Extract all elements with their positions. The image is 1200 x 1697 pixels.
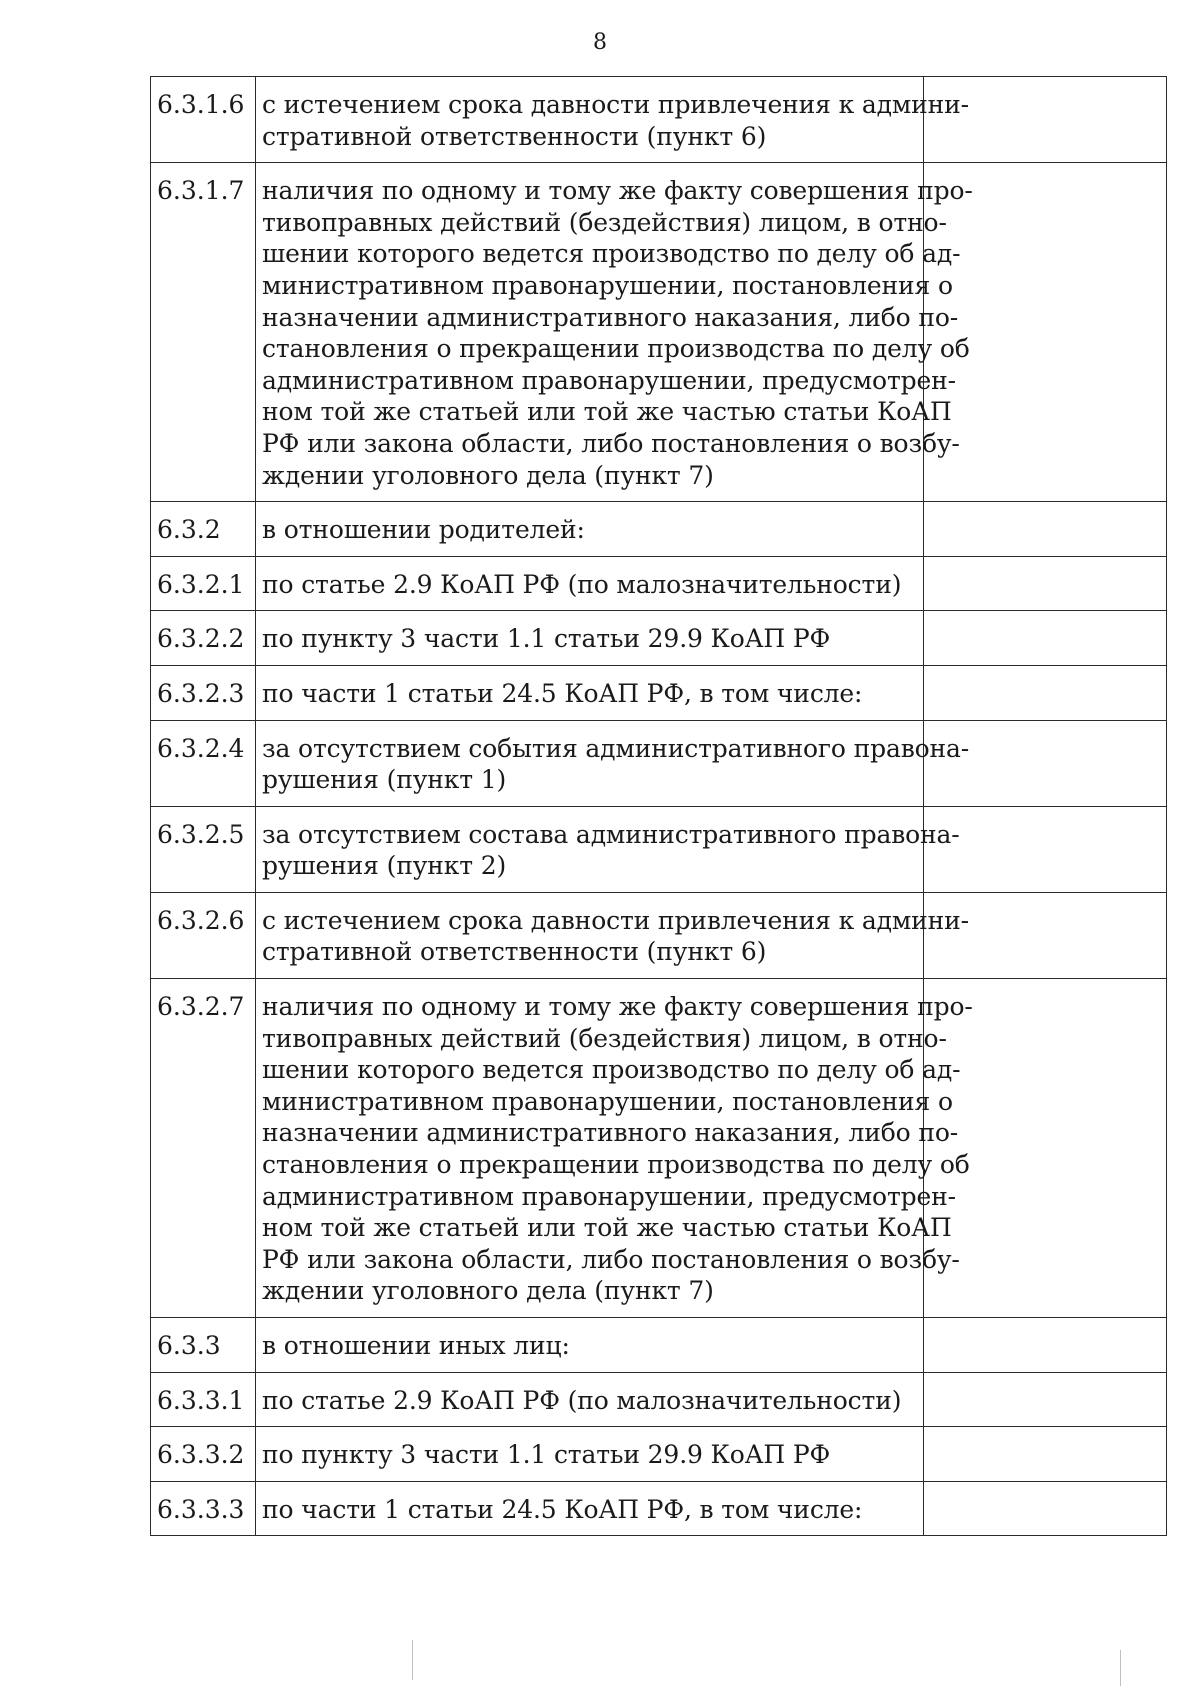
row-description (256, 611, 924, 666)
table-row (151, 665, 1167, 720)
table-row (151, 611, 1167, 666)
description-line: с истечением срока давности привлечения к админи- (262, 905, 969, 935)
row-number: 6.3.3.3 (151, 1481, 256, 1536)
description-line: назначении административного наказания, либо по- (262, 1118, 959, 1148)
description-line: ждении уголовного дела (пункт 7) (262, 460, 714, 490)
row-number: 6.3.2.1 (151, 556, 256, 611)
row-description (256, 806, 960, 892)
row-description (256, 1372, 924, 1427)
row-description (256, 502, 924, 557)
page-number: 8 (593, 30, 607, 55)
description-line: РФ или закона области, либо постановления о возбу- (262, 428, 960, 458)
value-cell-empty (924, 502, 1167, 557)
table-row (151, 892, 1167, 978)
row-number: 6.3.2 (151, 502, 256, 557)
description-line: ном той же статьей или той же частью статьи КоАП (262, 397, 952, 427)
description-line: ждении уголовного дела (пункт 7) (262, 1276, 714, 1306)
row-description (256, 1318, 924, 1373)
row-number: 6.3.1.7 (151, 163, 256, 502)
description-line: тивоправных действий (бездействия) лицом, в отно- (262, 1023, 947, 1053)
value-cell-empty (924, 1372, 1167, 1427)
table-body (151, 77, 1167, 1536)
description-line: по пункту 3 части 1.1 статьи 29.9 КоАП РФ (262, 1440, 831, 1470)
description-line: административном правонарушении, предусмотрен- (262, 365, 956, 395)
value-cell-empty (924, 163, 1167, 502)
row-number: 6.3.2.7 (151, 979, 256, 1318)
statistics-table (150, 76, 1167, 1536)
table-row (151, 502, 1167, 557)
table-row (151, 979, 1167, 1318)
description-line: стративной ответственности (пункт 6) (262, 937, 767, 967)
table-row (151, 556, 1167, 611)
row-description (256, 979, 973, 1318)
row-number: 6.3.2.6 (151, 892, 256, 978)
table-row (151, 1372, 1167, 1427)
row-description (256, 556, 924, 611)
row-number: 6.3.2.2 (151, 611, 256, 666)
description-line: становления о прекращении производства по делу об (262, 1150, 970, 1180)
table-row (151, 806, 1167, 892)
row-number: 6.3.3.1 (151, 1372, 256, 1427)
row-number: 6.3.2.5 (151, 806, 256, 892)
scan-margin-mark (412, 1640, 413, 1680)
value-cell-empty (924, 556, 1167, 611)
description-line: стративной ответственности (пункт 6) (262, 121, 767, 151)
row-description (256, 892, 969, 978)
description-line: административном правонарушении, предусмотрен- (262, 1181, 956, 1211)
value-cell-empty (924, 665, 1167, 720)
scan-margin-mark (1120, 1650, 1121, 1686)
description-line: министративном правонарушении, постановления о (262, 270, 953, 300)
description-line: с истечением срока давности привлечения к админи- (262, 90, 969, 119)
table-row (151, 1481, 1167, 1536)
row-description (256, 720, 970, 806)
description-line: в отношении родителей: (262, 515, 585, 545)
description-line: по части 1 статьи 24.5 КоАП РФ, в том числе: (262, 1494, 863, 1524)
description-line: ном той же статьей или той же частью статьи КоАП (262, 1213, 952, 1243)
table-row (151, 720, 1167, 806)
row-description (256, 1427, 924, 1482)
description-line: в отношении иных лиц: (262, 1331, 570, 1360)
table-row (151, 1318, 1167, 1373)
description-line: за отсутствием состава административного правона- (262, 819, 960, 849)
description-line: рушения (пункт 1) (262, 765, 507, 795)
description-line: за отсутствием события административного правона- (262, 733, 970, 763)
description-line: по статье 2.9 КоАП РФ (по малозначительности) (262, 1385, 902, 1415)
description-line: тивоправных действий (бездействия) лицом, в отно- (262, 207, 947, 237)
row-description (256, 1481, 924, 1536)
row-number: 6.3.2.4 (151, 720, 256, 806)
description-line: назначении административного наказания, либо по- (262, 302, 959, 332)
description-line: по статье 2.9 КоАП РФ (по малозначительности) (262, 569, 902, 599)
table-row (151, 163, 1167, 502)
row-number: 6.3.3 (151, 1318, 256, 1373)
row-description (256, 77, 969, 163)
value-cell-empty (924, 1481, 1167, 1536)
row-number: 6.3.3.2 (151, 1427, 256, 1482)
value-cell-empty (924, 1318, 1167, 1373)
row-number: 6.3.2.3 (151, 665, 256, 720)
value-cell-empty (924, 979, 1167, 1318)
description-line: шении которого ведется производство по делу об ад- (262, 239, 961, 269)
description-line: наличия по одному и тому же факту совершения про- (262, 176, 973, 206)
value-cell-empty (924, 806, 1167, 892)
value-cell-empty (924, 611, 1167, 666)
description-line: РФ или закона области, либо постановления о возбу- (262, 1244, 960, 1274)
description-line: рушения (пункт 2) (262, 851, 507, 881)
row-description (256, 163, 973, 502)
description-line: министративном правонарушении, постановления о (262, 1086, 953, 1116)
description-line: по части 1 статьи 24.5 КоАП РФ, в том числе: (262, 678, 863, 708)
row-number: 6.3.1.6 (151, 77, 256, 163)
description-line: наличия по одному и тому же факту совершения про- (262, 992, 973, 1022)
value-cell-empty (924, 1427, 1167, 1482)
description-line: становления о прекращении производства по делу об (262, 334, 970, 364)
value-cell-empty (924, 720, 1167, 806)
table-row (151, 1427, 1167, 1482)
description-line: шении которого ведется производство по делу об ад- (262, 1055, 961, 1085)
row-description (256, 665, 924, 720)
table-row (151, 77, 1167, 163)
description-line: по пункту 3 части 1.1 статьи 29.9 КоАП РФ (262, 624, 831, 654)
